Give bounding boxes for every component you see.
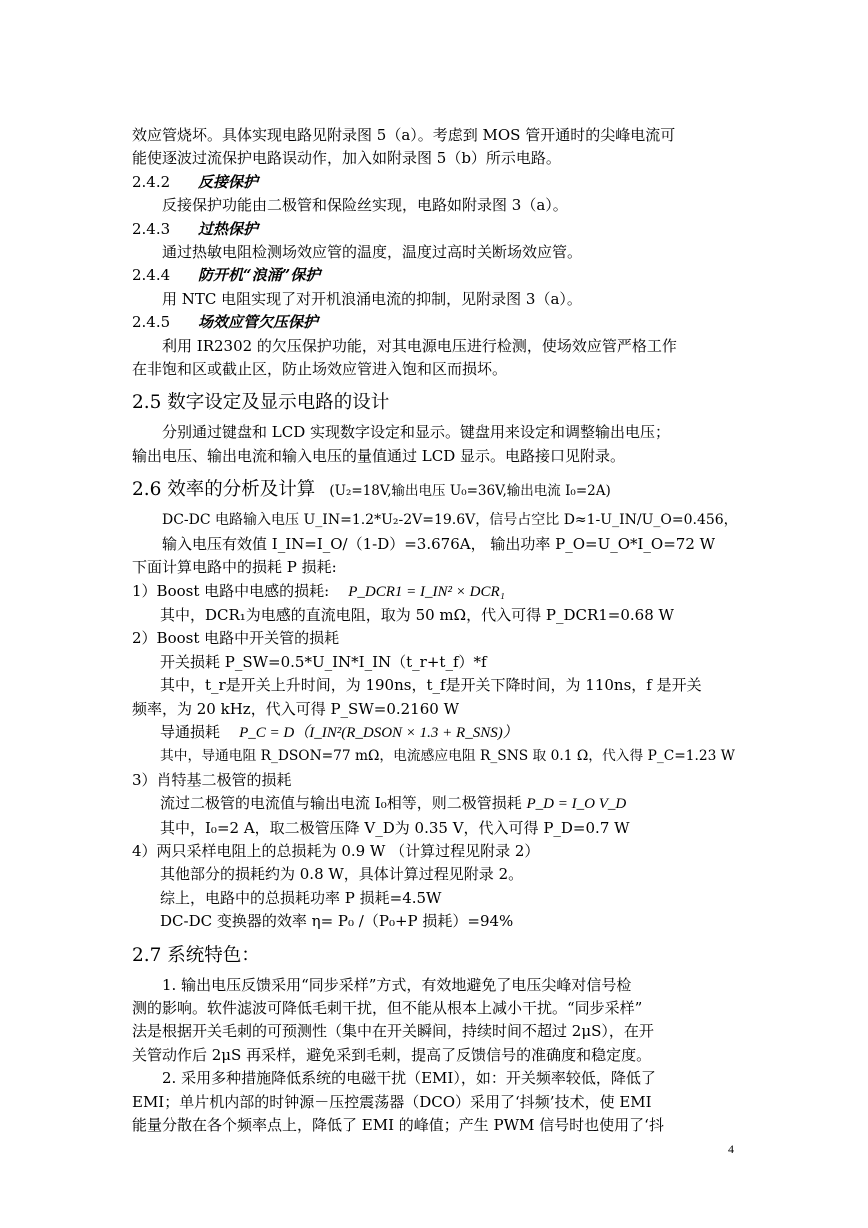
subsection-number: 2.4.3 xyxy=(132,219,171,238)
section-note: (U₂=18V,输出电压 U₀=36V,输出电流 I₀=2A) xyxy=(329,483,611,500)
text-line: DC-DC 变换器的效率 η= P₀ /（P₀+P 损耗）=94% xyxy=(160,912,514,931)
text-line: EMI；单片机内部的时钟源－压控震荡器（DCO）采用了‘抖频’技术，使 EMI xyxy=(132,1092,652,1111)
text-line: 其中，DCR₁为电感的直流电阻，取为 50 mΩ，代入可得 P_DCR1=0.68 W xyxy=(160,605,674,624)
list-item: 1）Boost 电路中电感的损耗: P_DCR1 = I_IN² × DCR₁ xyxy=(132,581,505,600)
subsection-heading-2-4-2 xyxy=(132,171,738,194)
text-line: 流过二极管的电流值与输出电流 I₀相等，则二极管损耗 P_D = I_O V_D xyxy=(160,794,627,813)
section-heading-2-7: 2.7 系统特色： xyxy=(132,944,260,966)
text-line: 反接保护功能由二极管和保险丝实现，电路如附录图 3（a）。 xyxy=(162,196,568,215)
text-line: 综上，电路中的总损耗功率 P 损耗=4.5W xyxy=(160,888,442,907)
subsection-heading-2-4-5 xyxy=(132,311,738,334)
formula: P_C = D（I_IN²(R_DSON × 1.3 + R_SNS)） xyxy=(239,724,518,741)
subsection-number: 2.4.5 xyxy=(132,313,171,332)
text-line: 关管动作后 2μS 再采样，避免采到毛刺，提高了反馈信号的准确度和稳定度。 xyxy=(132,1045,652,1064)
text-line: 效应管烧坏。具体实现电路见附录图 5（a）。考虑到 MOS 管开通时的尖峰电流可 xyxy=(132,126,676,144)
page-number: 4 xyxy=(728,1142,734,1156)
text-line: 利用 IR2302 的欠压保护功能，对其电源电压进行检测，使场效应管严格工作 xyxy=(162,336,677,355)
section-heading-2-5: 2.5 数字设定及显示电路的设计 xyxy=(132,392,390,414)
text-line: 导通损耗 P_C = D（I_IN²(R_DSON × 1.3 + R_SNS)） xyxy=(160,722,518,741)
text-line: 能量分散在各个频率点上，降低了 EMI 的峰值；产生 PWM 信号时也使用了‘抖 xyxy=(132,1116,664,1135)
subsection-number: 2.4.2 xyxy=(132,172,171,191)
text-line: 分别通过键盘和 LCD 实现数字设定和显示。键盘用来设定和调整输出电压； xyxy=(162,423,671,442)
subsection-heading-2-4-3 xyxy=(132,218,738,241)
text-line: 输入电压有效值 I_IN=I_O/（1-D）=3.676A， 输出功率 P_O=U_O*I_O=72 W xyxy=(162,534,716,553)
text-line: 下面计算电路中的损耗 P 损耗: xyxy=(132,558,337,577)
list-item: 3）肖特基二极管的损耗 xyxy=(132,770,292,789)
text-line: DC-DC 电路输入电压 U_IN=1.2*U₂-2V=19.6V，信号占空比 D≈1-U_IN/U_O=0.456， xyxy=(162,512,738,529)
text-line: 输出电压、输出电流和输入电压的量值通过 LCD 显示。电路接口见附录。 xyxy=(132,446,626,465)
text-line: 其他部分的损耗约为 0.8 W，具体计算过程见附录 2。 xyxy=(160,865,524,884)
text-line: 能使逐波过流保护电路误动作，加入如附录图 5（b）所示电路。 xyxy=(132,149,561,168)
subsection-title: 反接保护 xyxy=(198,172,259,191)
text-line: 其中，I₀=2 A，取二极管压降 V_D为 0.35 V，代入可得 P_D=0.7 W xyxy=(160,818,630,837)
section-heading-2-6 xyxy=(132,478,738,503)
formula: P_D = I_O V_D xyxy=(526,796,627,813)
text-line: 通过热敏电阻检测场效应管的温度，温度过高时关断场效应管。 xyxy=(162,243,583,262)
formula: P_DCR1 = I_IN² × DCR₁ xyxy=(348,583,505,600)
document-body xyxy=(132,124,738,1137)
text-line: 用 NTC 电阻实现了对开机浪涌电流的抑制，见附录图 3（a）。 xyxy=(162,289,582,308)
subsection-number: 2.4.4 xyxy=(132,266,171,285)
text-line: 测的影响。软件滤波可降低毛刺干扰，但不能从根本上减小干扰。“同步采样” xyxy=(132,999,643,1017)
subsection-title: 场效应管欠压保护 xyxy=(198,313,319,332)
text-line: 1. 输出电压反馈采用“同步采样”方式，有效地避免了电压尖峰对信号检 xyxy=(162,975,632,994)
section-title: 2.6 效率的分析及计算 xyxy=(132,479,316,501)
text-line: 在非饱和区或截止区，防止场效应管进入饱和区而损坏。 xyxy=(132,360,508,379)
subsection-title: 过热保护 xyxy=(198,219,259,238)
text-line: 法是根据开关毛刺的可预测性（集中在开关瞬间，持续时间不超过 2μS），在开 xyxy=(132,1022,654,1041)
text-line: 其中，t_r是开关上升时间，为 190ns，t_f是开关下降时间，为 110ns，f 是开关 xyxy=(160,676,702,695)
subsection-title: 防开机“浪涌”保护 xyxy=(198,266,321,285)
text-line: 频率，为 20 kHz，代入可得 P_SW=0.2160 W xyxy=(132,699,459,718)
text-line: 其中，导通电阻 R_DSON=77 mΩ，电流感应电阻 R_SNS 取 0.1 Ω，代入得 P_C=1.23 W xyxy=(160,748,735,765)
list-item: 4）两只采样电阻上的总损耗为 0.9 W （计算过程见附录 2） xyxy=(132,841,540,860)
text-line: 开关损耗 P_SW=0.5*U_IN*I_IN（t_r+t_f）*f xyxy=(160,652,487,671)
text-line: 2. 采用多种措施降低系统的电磁干扰（EMI），如：开关频率较低，降低了 xyxy=(162,1069,656,1088)
list-item: 2）Boost 电路中开关管的损耗 xyxy=(132,629,340,648)
subsection-heading-2-4-4 xyxy=(132,264,738,287)
